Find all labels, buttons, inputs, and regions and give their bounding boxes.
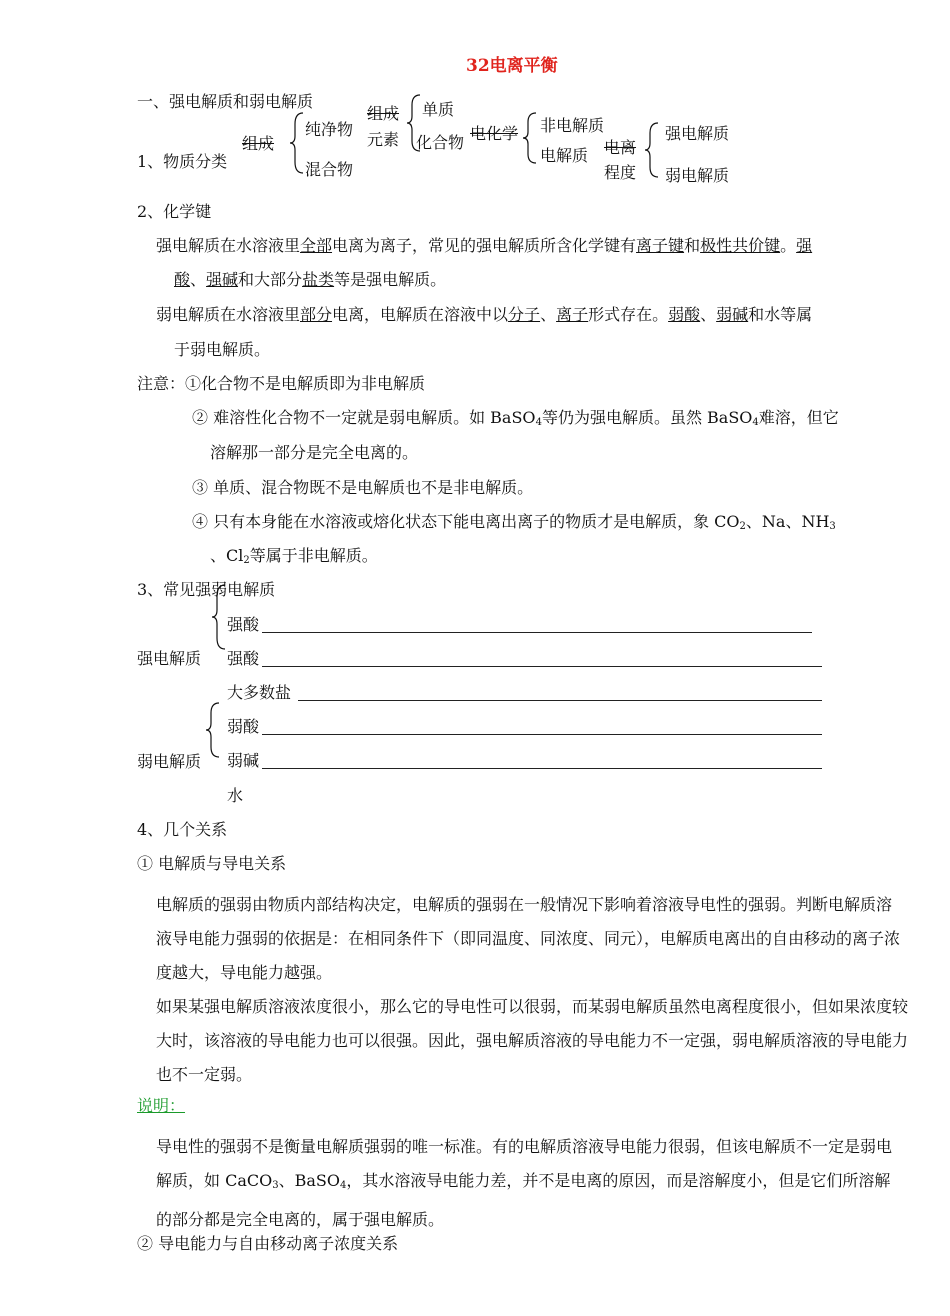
note-2-line1: ② 难溶性化合物不一定就是弱电解质。如 BaSO$_4$等仍为强电解质。虽然 BaSO$_4$难溶，但它 bbox=[192, 408, 839, 428]
section2-heading: 2、化学键 bbox=[137, 202, 212, 221]
non-electrolyte: 非电解质 bbox=[540, 116, 605, 135]
strong-electrolyte-label: 强电解质 bbox=[137, 649, 202, 668]
strong-electrolyte: 强电解质 bbox=[665, 124, 730, 143]
fill-line bbox=[262, 632, 812, 633]
list-item: 弱碱 bbox=[227, 751, 260, 770]
weak-electrolyte-label: 弱电解质 bbox=[137, 752, 202, 771]
section3-heading: 3、常见强弱电解质 bbox=[137, 580, 276, 599]
list-item: 大多数盐 bbox=[227, 683, 292, 702]
brace-substance bbox=[290, 112, 304, 174]
paragraph-explanation: 导电性的强弱不是衡量电解质强弱的唯一标准。有的电解质溶液导电能力很弱，但该电解质不一定是弱电解质，如 CaCO$_3$、BaSO$_4$，其水溶液导电能力差，并不是电离的原因，而是溶解度小，但是它们所溶解的部分都是完全电离的，属于强电解质。 bbox=[156, 1137, 893, 1229]
classification-label: 1、物质分类 bbox=[137, 152, 228, 171]
subheading-conductivity: ① 电解质与导电关系 bbox=[137, 854, 287, 873]
note-2-line2: 溶解那一部分是完全电离的。 bbox=[210, 443, 419, 462]
section1-heading: 一、强电解质和弱电解质 bbox=[137, 92, 314, 111]
brace-weak bbox=[206, 702, 220, 758]
list-item: 强酸 bbox=[227, 615, 260, 634]
note-1: 注意：①化合物不是电解质即为非电解质 bbox=[137, 374, 426, 393]
degree-label: 程度 bbox=[604, 163, 637, 182]
compound: 化合物 bbox=[416, 133, 465, 152]
note-heading: 说明： bbox=[137, 1096, 186, 1115]
fill-line bbox=[262, 734, 822, 735]
page-title: 32电离平衡 bbox=[466, 56, 558, 76]
element-label: 元素 bbox=[367, 130, 400, 149]
subheading-ion-concentration: ② 导电能力与自由移动离子浓度关系 bbox=[137, 1234, 399, 1253]
paragraph-conductivity-2: 如果某强电解质溶液浓度很小，那么它的导电性可以很弱，而某弱电解质虽然电离程度很小，但如果浓度较大时，该溶液的导电能力也可以很强。因此，强电解质溶液的导电能力不一定强，弱电解质溶液的导电能力也不一定弱。 bbox=[156, 997, 909, 1084]
paragraph-weak-line2: 于弱电解质。 bbox=[174, 340, 271, 359]
electrolyte: 电解质 bbox=[540, 146, 589, 165]
brace-strong bbox=[212, 584, 226, 650]
brace-electrolyte bbox=[645, 122, 659, 178]
composition-label-1: 组成 bbox=[242, 134, 275, 153]
ionization-label: 电离 bbox=[604, 138, 637, 157]
section4-heading: 4、几个关系 bbox=[137, 820, 228, 839]
fill-line bbox=[262, 768, 822, 769]
pure-substance: 纯净物 bbox=[305, 120, 354, 139]
list-item: 水 bbox=[227, 786, 244, 805]
list-item: 强酸 bbox=[227, 649, 260, 668]
elemental-substance: 单质 bbox=[422, 100, 455, 119]
paragraph-conductivity-1: 电解质的强弱由物质内部结构决定，电解质的强弱在一般情况下影响着溶液导电性的强弱。判断电解质溶液导电能力强弱的依据是：在相同条件下（即同温度、同浓度、同元），电解质电离出的自由移动的离子浓度越大，导电能力越强。 bbox=[156, 895, 901, 982]
note-4-line2: 、$Cl_2$等属于非电解质。 bbox=[210, 546, 378, 566]
paragraph-strong-line2: 酸、强碱和大部分盐类等是强电解质。 bbox=[174, 270, 447, 289]
electrochem-label: 电化学 bbox=[470, 124, 519, 143]
weak-electrolyte: 弱电解质 bbox=[665, 166, 730, 185]
paragraph-strong-line1: 强电解质在水溶液里全部电离为离子，常见的强电解质所含化学键有离子键和极性共价键。强 bbox=[156, 236, 813, 255]
note-4-line1: ④ 只有本身能在水溶液或熔化状态下能电离出离子的物质才是电解质，象 $CO_2$、Na、$NH_3$ bbox=[192, 512, 836, 532]
composition-label-2: 组成 bbox=[367, 104, 400, 123]
paragraph-weak-line1: 弱电解质在水溶液里部分电离，电解质在溶液中以分子、离子形式存在。弱酸、弱碱和水等属 bbox=[156, 305, 813, 324]
fill-line bbox=[298, 700, 822, 701]
brace-compound bbox=[523, 112, 537, 164]
list-item: 弱酸 bbox=[227, 717, 260, 736]
note-3: ③ 单质、混合物既不是电解质也不是非电解质。 bbox=[192, 478, 534, 497]
fill-line bbox=[262, 666, 822, 667]
mixture: 混合物 bbox=[305, 160, 354, 179]
